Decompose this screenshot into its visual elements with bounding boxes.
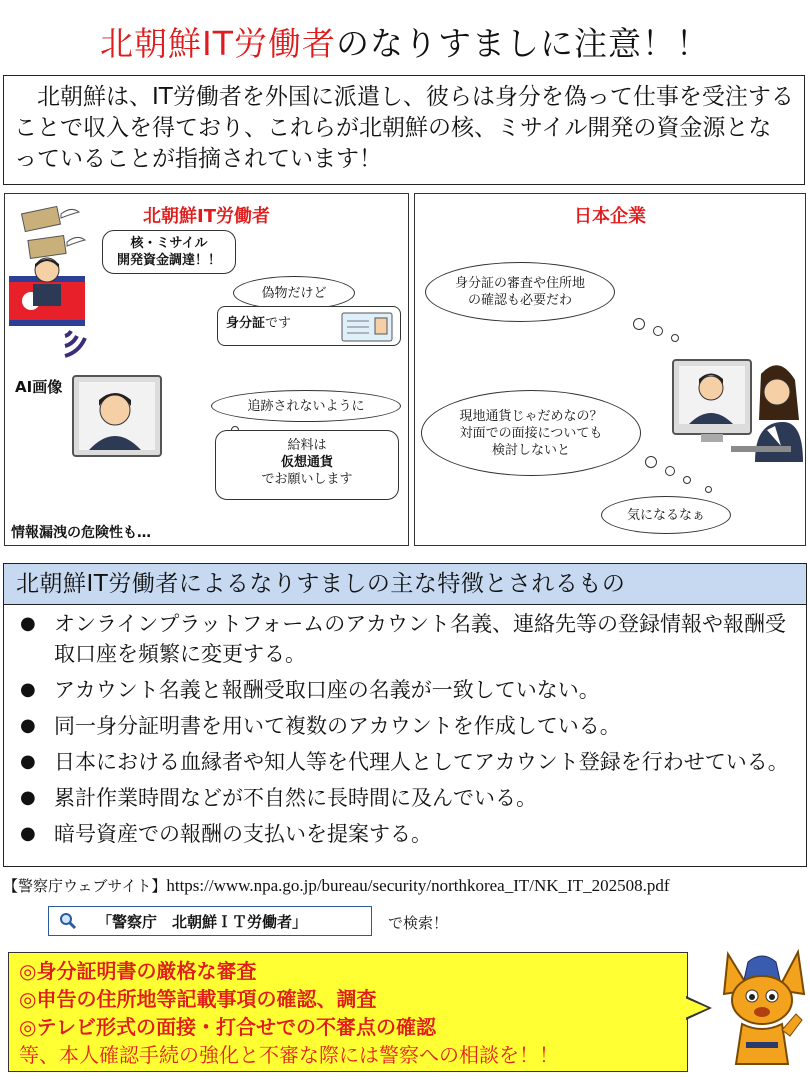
callout-item: ◎申告の住所地等記載事項の確認、調査 <box>19 987 377 1011</box>
thought-dot <box>653 326 663 336</box>
thought-dot <box>633 318 645 330</box>
thought-dot <box>671 334 679 342</box>
callout-item: ◎テレビ形式の面接・打合せでの不審点の確認 <box>19 1015 437 1039</box>
feature-text: アカウント名義と報酬受取口座の名義が一致していない。 <box>54 678 600 702</box>
thought-dot <box>705 486 712 493</box>
thought-dot <box>683 476 691 484</box>
bullet: ● <box>20 679 36 700</box>
callout-tail-fill <box>685 998 708 1018</box>
list-item <box>12 711 798 741</box>
feature-text: 日本における血縁者や知人等を代理人としてアカウント登録を行わせている。 <box>54 750 789 774</box>
callout-last-line: 等、本人確認手続の強化と不審な際には警察への相談を！！ <box>19 1043 559 1067</box>
interview-scene-icon <box>671 354 803 466</box>
ai-image-label: AI画像 <box>15 378 63 396</box>
callout-item: ◎身分証明書の厳格な審査 <box>19 959 257 983</box>
id-card-icon <box>341 312 393 342</box>
panel-japanese-company <box>414 193 806 546</box>
list-item <box>12 609 798 669</box>
cloud-fake: 偽物だけど <box>233 276 355 310</box>
source-label: 【警察庁ウェブサイト】 <box>3 877 167 895</box>
thought-dot <box>665 466 675 476</box>
cloud-id-review: 身分証の審査や住所地 の確認も必要だわ <box>425 262 615 322</box>
feature-text: 暗号資産での報酬の支払いを提案する。 <box>54 822 432 846</box>
bullet: ● <box>20 715 36 736</box>
speech-salary <box>215 430 399 500</box>
panel-it-worker <box>4 193 409 546</box>
cloud-worried: 気になるなぁ <box>601 496 731 534</box>
search-note: で検索！ <box>388 914 449 932</box>
intro-box: 北朝鮮は、IT労働者を外国に派遣し、彼らは身分を偽って仕事を受注することで収入を得ており、これらが北朝鮮の核、ミサイル開発の資金源となっていることが指摘されています！ <box>3 75 805 185</box>
cloud-local-currency: 現地通貨じゃだめなの？ 対面での面接についても 検討しないと <box>421 390 641 476</box>
cloud-untraceable: 追跡されないように <box>211 390 401 422</box>
page-title <box>0 18 810 65</box>
bullet: ● <box>20 613 36 634</box>
worker-flag-icon <box>7 256 89 328</box>
source-url-link[interactable]: https://www.npa.go.jp/bureau/security/northkorea_IT/NK_IT_202508.pdf <box>166 876 670 895</box>
bullet: ● <box>20 751 36 772</box>
signal-waves-icon <box>61 322 107 362</box>
callout-box <box>8 952 688 1072</box>
search-icon <box>59 912 77 930</box>
list-item <box>12 783 798 813</box>
search-query: 「警察庁 北朝鮮ＩＴ労働者」 <box>97 912 308 931</box>
feature-text: 同一身分証明書を用いて複数のアカウントを作成している。 <box>54 714 621 738</box>
feature-text: 累計作業時間などが不自然に長時間に及んでいる。 <box>54 786 537 810</box>
leak-risk-text: 情報漏洩の危険性も… <box>11 525 151 541</box>
title-rest: のなりすましに注意！！ <box>335 24 710 63</box>
id-card-bold: 身分証 <box>226 316 266 331</box>
list-item <box>12 819 798 849</box>
id-card-rest: です <box>265 316 292 331</box>
speech-nuke-funding: 核・ミサイル 開発資金調達！！ <box>102 230 236 274</box>
ai-monitor-icon <box>71 374 163 458</box>
thought-dot <box>645 456 657 468</box>
salary-line-3: でお願いします <box>261 472 353 487</box>
source-line <box>3 875 808 896</box>
panel-title-company: 日本企業 <box>574 206 646 227</box>
salary-line-2: 仮想通貨 <box>280 455 333 470</box>
panel-title-it-worker: 北朝鮮IT労働者 <box>143 206 270 227</box>
title-highlight: 北朝鮮IT労働者 <box>100 24 336 63</box>
bullet: ● <box>20 787 36 808</box>
feature-text: オンラインプラットフォームのアカウント名義、連絡先等の登録情報や報酬受取口座を頻繁に変更する。 <box>54 612 787 666</box>
features-heading: 北朝鮮IT労働者によるなりすましの主な特徴とされるもの <box>3 563 807 605</box>
features-list <box>3 605 807 867</box>
salary-line-1: 給料は <box>287 438 327 453</box>
bullet: ● <box>20 823 36 844</box>
list-item <box>12 747 798 777</box>
search-box[interactable] <box>48 906 372 936</box>
police-mascot-icon <box>718 946 806 1076</box>
list-item <box>12 675 798 705</box>
